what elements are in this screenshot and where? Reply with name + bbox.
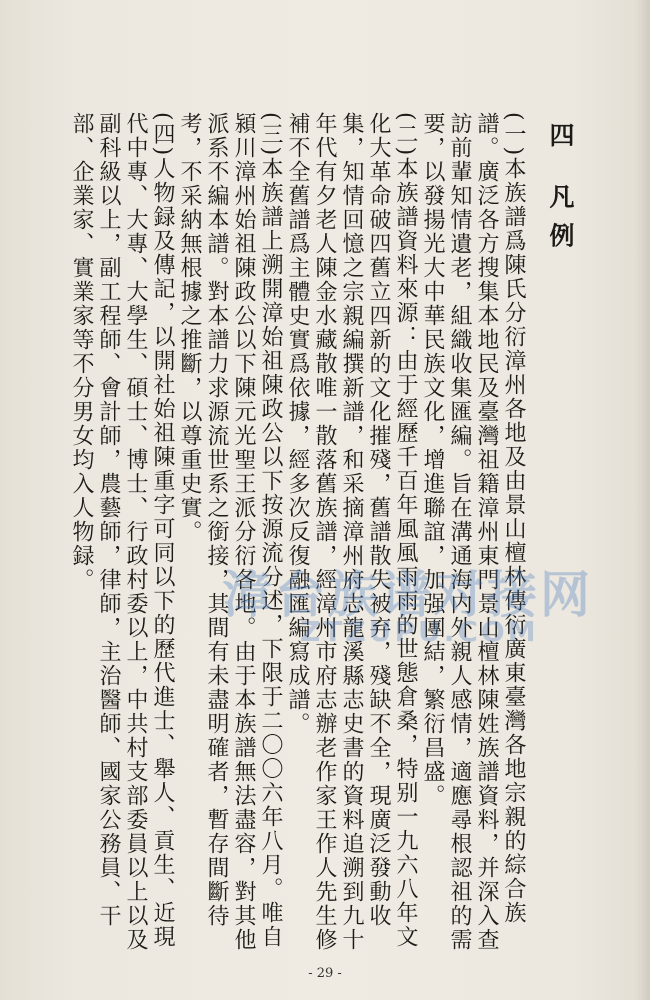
paragraph-1: (一)本族譜爲陳氏分衍漳州各地及由景山檀林傳衍廣東臺灣各地宗親的綜合族譜。廣泛各方搜集本地民及臺灣祖籍漳州東門景山檀林陳姓族譜資料，并深入查訪前輩知情遺老，組織收集匯編。旨在溝通海内外親人感情，適應尋根認祖的需要，以發揚光大中華民族文化，增進聯誼，加强團結，繁衍昌盛。 xyxy=(420,112,526,952)
section-heading: 四 凡例 xyxy=(546,122,575,262)
paragraph-2: (二)本族譜資料來源：由于經歷千百年風風雨雨的世態倉桑，特别一九六八年文化大革命破四舊立四新的文化摧殘，舊譜散失被弃，殘缺不全，現廣泛發動收集，知情回憶之宗親編撰新譜，和采摘漳州府志龍溪縣志史書的資料追溯到九十年代有夕老人陳金水藏散唯一散落舊族譜，經漳州市府志辦老作家王作人先生修補不全舊譜爲主體史實爲依據，經多次反復融匯編寫成譜。 xyxy=(285,112,418,952)
watermark-text: 漳台族谱对接网 xyxy=(222,566,593,624)
watermark-url: ZTZUPU.COM xyxy=(300,615,539,648)
vertical-text-body xyxy=(68,112,574,962)
paragraph-4: (四)人物録及傳記，以開社始祖陳重字可同以下的歷代進士、舉人、貢生、近現代中專、大專、大學生、碩士、博士、行政村委以上，中共村支部委員以上以及副科級以上，副工程師、會計師，農藝師，律師，主治醫師、國家公務員、干部、企業家、實業家等不分男女均入人物録。 xyxy=(69,112,175,952)
page-number: - 29 - xyxy=(308,966,342,981)
paragraph-3: (三)本族譜上溯開漳始祖陳政公以下按源流分述，下限于二〇〇六年八月。唯自潁川漳州始祖陳政公以下陳元光聖王派分衍各地。由于本族譜無法盡容，對其他派系不編本譜。對本譜力求源流世系之銜接，其間有未盡明確者，暫存間斷待考，不采納無根據之推斷，以尊重史實。 xyxy=(177,112,283,952)
